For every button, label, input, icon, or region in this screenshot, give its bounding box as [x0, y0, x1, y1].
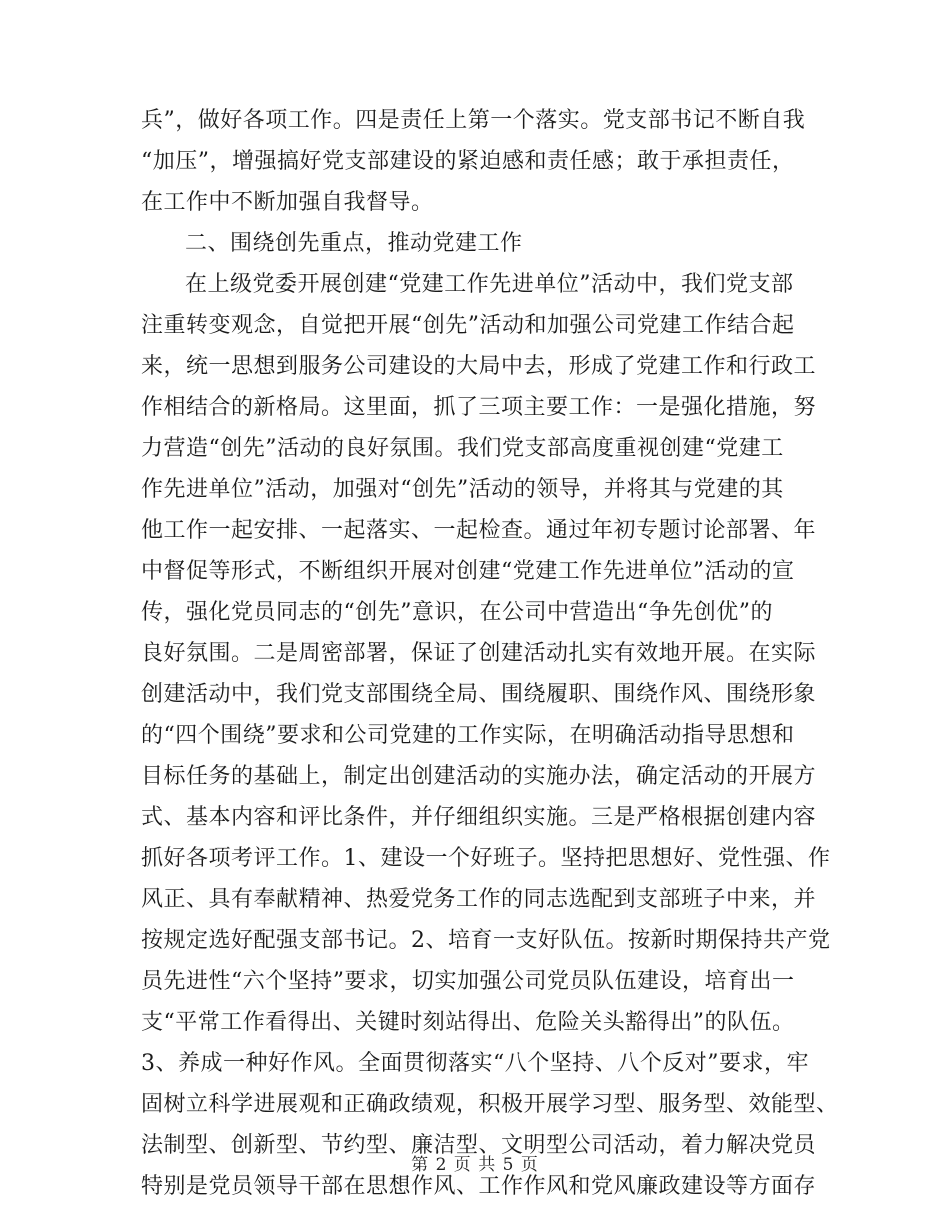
- text-line: 式、基本内容和评比条件，并仔细组织实施。三是严格根据创建内容: [141, 805, 817, 830]
- text-line: 特别是党员领导干部在思想作风、工作作风和党风廉政建设等方面存: [141, 1174, 817, 1199]
- text-line: 中督促等形式，不断组织开展对创建“党建工作先进单位”活动的宣: [141, 559, 795, 584]
- section-heading: 二、围绕创先重点，推动党建工作: [185, 231, 523, 256]
- text-line: 创建活动中，我们党支部围绕全局、围绕履职、围绕作风、围绕形象: [141, 682, 817, 707]
- text-line: 传，强化党员同志的“创先”意识，在公司中营造出“争先创优”的: [141, 600, 773, 625]
- text-line: 他工作一起安排、一起落实、一起检查。通过年初专题讨论部署、年: [141, 518, 817, 543]
- document-body: [141, 100, 839, 1207]
- text-line: 兵”，做好各项工作。四是责任上第一个落实。党支部书记不断自我: [141, 108, 806, 133]
- text-line: 3、养成一种好作风。全面贯彻落实“八个坚持、八个反对”要求，牢: [141, 1051, 809, 1076]
- text-line: 作先进单位”活动，加强对“创先”活动的领导，并将其与党建的其: [141, 477, 784, 502]
- text-line: 法制型、创新型、节约型、廉洁型、文明型公司活动，着力解决党员: [141, 1133, 817, 1158]
- text-line: 目标任务的基础上，制定出创建活动的实施办法，确定活动的开展方: [141, 764, 817, 789]
- text-line: 支“平常工作看得出、关键时刻站得出、危险关头豁得出”的队伍。: [141, 1010, 795, 1035]
- text-line: 在工作中不断加强自我督导。: [141, 190, 434, 215]
- text-line: 注重转变观念，自觉把开展“创先”活动和加强公司党建工作结合起: [141, 313, 795, 338]
- text-line: 员先进性“六个坚持”要求，切实加强公司党员队伍建设，培育出一: [141, 969, 795, 994]
- text-line: “加压”，增强搞好党支部建设的紧迫感和责任感；敢于承担责任，: [141, 149, 795, 174]
- text-line: 抓好各项考评工作。1、建设一个好班子。坚持把思想好、党性强、作: [141, 846, 831, 871]
- text-line: 按规定选好配强支部书记。2、培育一支好队伍。按新时期保持共产党: [141, 928, 831, 953]
- text-line: 良好氛围。二是周密部署，保证了创建活动扎实有效地开展。在实际: [141, 641, 817, 666]
- page-footer: 第 2 页 共 5 页: [411, 1155, 539, 1175]
- text-line: 力营造“创先”活动的良好氛围。我们党支部高度重视创建“党建工: [141, 436, 784, 461]
- text-line: 的“四个围绕”要求和公司党建的工作实际，在明确活动指导思想和: [141, 723, 795, 748]
- text-line: 风正、具有奉献精神、热爱党务工作的同志选配到支部班子中来，并: [141, 887, 817, 912]
- text-line: 在上级党委开展创建“党建工作先进单位”活动中，我们党支部: [185, 272, 794, 297]
- text-line: 作相结合的新格局。这里面，抓了三项主要工作：一是强化措施，努: [141, 395, 817, 420]
- text-line: 固树立科学进展观和正确政绩观，积极开展学习型、服务型、效能型、: [141, 1092, 839, 1117]
- text-line: 来，统一思想到服务公司建设的大局中去，形成了党建工作和行政工: [141, 354, 817, 379]
